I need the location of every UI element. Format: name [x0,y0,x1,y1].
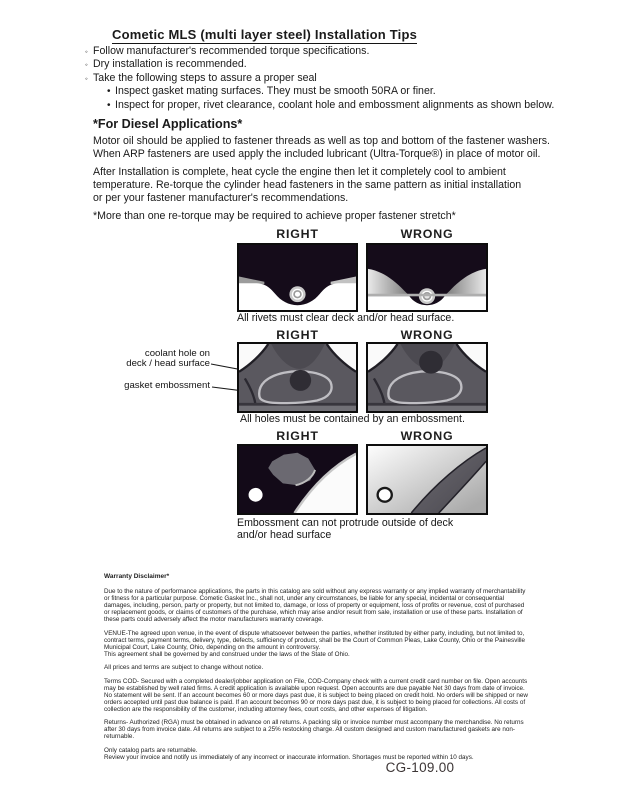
annotation-line: coolant hole on [144,348,210,359]
circle-bullet-icon: ◦ [85,47,88,56]
tip-text: Inspect for proper, rivet clearance, coolant hole and embossment alignments as shown below. [115,98,555,111]
protrusion-wrong-graphic [368,446,486,513]
figure-caption [237,518,453,541]
diesel-paragraph-2 [93,166,553,206]
legal-paragraph: Due to the nature of performance applications, the parts in this catalog are sold without any express warranty or any implied warranty of merchantability or fitness for a particular purpose. Cometic Gasket Inc., shall not, under any circumstances, be liable for any special, incidental or consequential damages, including, person, party or property, but not limited to, damage, or loss of property or equipment, loss of profits or revenue, cost of purchased or replacement goods, or claims of customers of the purchase, which may arise and/or result from sale, installation or use of these parts. Installation of these parts could adversely affect the motor manufacturers warranty coverage. [104,588,526,623]
paragraph-line: temperature. Re-torque the cylinder head fasteners in the same pattern as initial installation [93,179,522,192]
caption-line: Embossment can not protrude outside of deck [237,517,454,529]
diesel-section-heading: *For Diesel Applications* [93,117,243,131]
right-label: RIGHT [276,227,319,241]
legal-paragraph: Review your invoice and notify us immediately of any incorrect or inaccurate information. Shortages must be reported within 10 days. [104,753,474,761]
legal-heading: Warranty Disclaimer* [104,573,170,580]
dot-bullet-icon: • [107,86,111,98]
containment-right-graphic [239,344,356,411]
wrong-label: WRONG [400,429,454,443]
tip-text: Take the following steps to assure a proper seal [93,71,317,84]
embossment-protrusion-right-diagram [237,444,358,515]
wrong-label: WRONG [400,328,454,342]
legal-paragraph: Only catalog parts are returnable. [104,746,198,754]
annotation-line: deck / head surface [126,357,210,369]
figure-caption: All holes must be contained by an embossment. [240,413,465,425]
wrong-label: WRONG [400,227,454,241]
circle-bullet-icon: ◦ [85,73,88,83]
right-label: RIGHT [276,328,319,342]
tip-text: Dry installation is recommended. [93,58,247,71]
containment-wrong-graphic [368,344,486,411]
legal-paragraph: Returns- Authorized (RGA) must be obtained in advance on all returns. A packing slip or invoice number must accompany the merchandise. No returns after 30 days from invoice date. All returns are subject to a 25% restocking charge. All custom designed and custom manufactured gaskets are non-returnable. [104,719,524,740]
rivet-wrong-graphic [368,245,486,310]
rivet-clearance-wrong-diagram [366,243,488,312]
page-number: CG-109.00 [385,760,455,775]
paragraph-line: or per your fastener manufacturer's recommendations. [93,192,349,205]
tip-text: Follow manufacturer's recommended torque specifications. [93,45,370,57]
list-item [85,58,554,71]
sub-list-item [107,99,554,112]
tip-text: Inspect gasket mating surfaces. They must be smooth 50RA or finer. [115,85,436,98]
paragraph-line: When ARP fasteners are used apply the included lubricant (Ultra-Torque®) in place of motor oil. [93,148,541,161]
warranty-disclaimer-block [104,573,531,767]
rivet-right-graphic [239,245,356,310]
embossment-containment-right-diagram [237,342,358,413]
legal-paragraph: Terms COD- Secured with a completed dealer/jobber application on File, COD-Company check with a current credit card number on file. Open accounts may be established by well rated firms. A credit application is available upon request. Open accounts are due payable Net 30 days from date of invoice. No statement will be sent. If an account becomes 60 or more days past due, it is subject to being placed on credit hold. No orders will be shipped or new orders accepted until past due balance is paid. If an account becomes 90 or more days past due, it is subject to being placed for collections. All costs of collection are the responsibility of the customer, including attorney fees, court costs, and other expenses of litigation. [104,677,528,713]
installation-tips-list [85,45,554,112]
caption-line: and/or head surface [237,528,332,541]
legal-paragraph: This agreement shall be governed by and construed under the laws of the State of Ohio. [104,650,350,658]
rivet-clearance-right-diagram [237,243,358,312]
circle-bullet-icon: ◦ [85,60,88,70]
embossment-protrusion-wrong-diagram [366,444,488,515]
dot-bullet-icon: • [107,99,111,111]
protrusion-right-graphic [239,446,356,513]
list-item [85,72,554,85]
right-label: RIGHT [276,429,319,443]
page-title: Cometic MLS (multi layer steel) Installation Tips [112,27,418,42]
embossment-containment-wrong-diagram [366,342,488,413]
diesel-paragraph-1 [93,135,553,161]
retorque-note: *More than one re-torque may be required to achieve proper fastener stretch* [93,210,456,222]
sub-list-item [107,85,554,98]
paragraph-line: Motor oil should be applied to fastener threads as well as top and bottom of the fastener washers. [93,135,550,147]
gasket-embossment-annotation: gasket embossment [124,380,210,391]
legal-paragraph: VENUE-The agreed upon venue, in the event of dispute whatsoever between the parties, whether instituted by either party, including, but not limited to, contract terms, payment terms, delivery, type, defects, sufficiency of product, shall be the Court of Common Pleas, Lake County, Ohio or the Painesville Municipal Court, Lake County, Ohio, depending on the amount in controversy. [104,629,526,651]
legal-paragraph: All prices and terms are subject to change without notice. [104,664,264,671]
paragraph-line: After Installation is complete, heat cycle the engine then let it completely cool to ambient [93,166,506,178]
figure-caption: All rivets must clear deck and/or head surface. [237,312,455,324]
list-item [85,45,554,58]
